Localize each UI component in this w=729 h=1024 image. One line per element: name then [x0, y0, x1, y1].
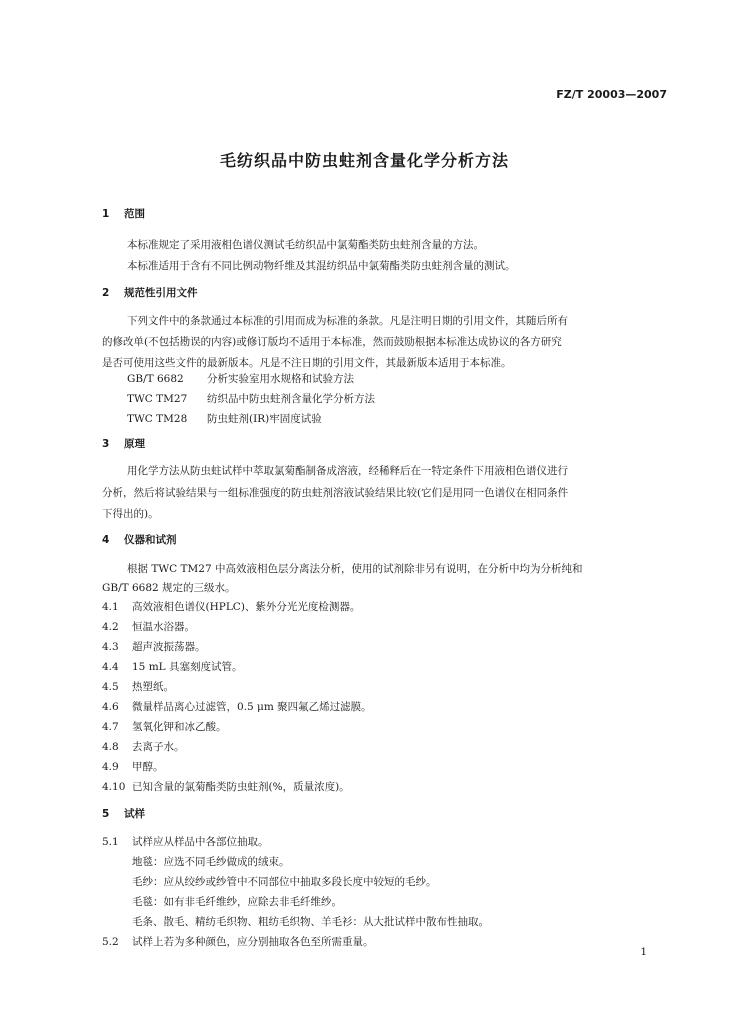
item-text: 恒温水浴器。	[132, 621, 195, 633]
page-title: 毛纺织品中防虫蛀剂含量化学分析方法	[219, 151, 509, 170]
item-text: 已知含量的氯菊酯类防虫蛀剂(%，质量浓度)。	[132, 781, 350, 793]
list-item	[102, 719, 227, 734]
list-item	[102, 599, 360, 614]
section-3-text-line: 下得出的)。	[102, 508, 159, 520]
normative-reference	[127, 411, 322, 426]
list-item	[102, 834, 269, 849]
item-text: 高效液相色谱仪(HPLC)、紫外分光光度检测器。	[132, 601, 361, 613]
list-item	[102, 779, 350, 794]
list-item	[102, 619, 195, 634]
list-item	[102, 679, 174, 694]
section-4-text-line: GB/T 6682 规定的三级水。	[102, 582, 236, 594]
list-item	[102, 759, 164, 774]
item-text: 氢氧化钾和冰乙酸。	[132, 721, 227, 733]
item-number: 4.10	[102, 781, 126, 793]
item-text: 热塑纸。	[132, 681, 174, 693]
section-2-heading	[102, 285, 198, 300]
list-item	[102, 914, 489, 929]
item-text: 毛条、散毛、精纺毛织物、粗纺毛织物、羊毛衫：从大批试样中散布性抽取。	[132, 916, 489, 928]
item-number: 4.4	[102, 661, 119, 673]
section-title: 规范性引用文件	[124, 287, 198, 299]
section-number: 1	[102, 208, 110, 220]
item-text: 15 mL 具塞刻度试管。	[132, 661, 243, 673]
section-3-heading	[102, 436, 145, 451]
section-title: 试样	[124, 808, 145, 820]
item-number: 4.5	[102, 681, 119, 693]
reference-code: GB/T 6682	[127, 373, 184, 385]
item-text: 毛纱：应从绞纱或纱管中不同部位中抽取多段长度中较短的毛纱。	[132, 876, 437, 888]
item-number: 4.9	[102, 761, 119, 773]
section-number: 4	[102, 534, 110, 546]
section-number: 2	[102, 287, 110, 299]
item-number: 4.2	[102, 621, 119, 633]
section-4-heading	[102, 532, 177, 547]
section-1-paragraph: 本标准适用于含有不同比例动物纤维及其混纺织品中氯菊酯类防虫蛀剂含量的测试。	[127, 260, 516, 272]
section-title: 范围	[124, 208, 145, 220]
item-text: 去离子水。	[132, 741, 185, 753]
item-number: 5.2	[102, 936, 119, 948]
item-number: 4.3	[102, 641, 119, 653]
reference-title: 防虫蛀剂(IR)牢固度试验	[207, 413, 322, 425]
item-text: 甲醇。	[132, 761, 164, 773]
reference-title: 分析实验室用水规格和试验方法	[207, 373, 354, 385]
section-1-paragraph: 本标准规定了采用液相色谱仪测试毛纺织品中氯菊酯类防虫蛀剂含量的方法。	[127, 239, 484, 251]
standard-code: FZ/T 20003—2007	[556, 88, 667, 101]
normative-reference	[127, 391, 375, 406]
list-item	[102, 874, 437, 889]
list-item	[102, 854, 290, 869]
item-text: 超声波振荡器。	[132, 641, 206, 653]
section-2-text-line: 下列文件中的条款通过本标准的引用而成为标准的条款。凡是注明日期的引用文件，其随后所有	[127, 315, 568, 327]
section-4-text-line: 根据 TWC TM27 中高效液相色层分离法分析，使用的试剂除非另有说明，在分析中均为分析纯和	[127, 563, 583, 575]
item-text: 地毯：应选不同毛纱做成的绒束。	[132, 856, 290, 868]
reference-title: 纺织品中防虫蛀剂含量化学分析方法	[207, 393, 375, 405]
section-2-text-line: 的修改单(不包括勘误的内容)或修订版均不适用于本标准，然而鼓励根据本标准达成协议的各方研究	[102, 336, 562, 348]
list-item	[102, 699, 372, 714]
section-2-text-line: 是否可使用这些文件的最新版本。凡是不注日期的引用文件，其最新版本适用于本标准。	[102, 357, 512, 369]
reference-code: TWC TM28	[127, 413, 188, 425]
section-3-text-line: 分析，然后将试验结果与一组标准强度的防虫蛀剂溶液试验结果比较(它们是用同一色谱仪在相同条件	[102, 487, 569, 499]
section-3-text-line: 用化学方法从防虫蛀试样中萃取氯菊酯制备成溶液，经稀释后在一特定条件下用液相色谱仪进行	[127, 465, 568, 477]
section-5-heading	[102, 806, 145, 821]
page-number: 1	[640, 946, 647, 958]
item-number: 4.7	[102, 721, 119, 733]
item-number: 4.1	[102, 601, 119, 613]
normative-reference	[127, 371, 354, 386]
section-number: 5	[102, 808, 110, 820]
section-title: 仪器和试剂	[124, 534, 177, 546]
section-1-heading	[102, 206, 145, 221]
section-title: 原理	[124, 438, 145, 450]
item-number: 5.1	[102, 836, 119, 848]
list-item	[102, 739, 185, 754]
item-text: 试样应从样品中各部位抽取。	[132, 836, 269, 848]
section-number: 3	[102, 438, 110, 450]
list-item	[102, 894, 342, 909]
reference-code: TWC TM27	[127, 393, 188, 405]
item-number: 4.8	[102, 741, 119, 753]
list-item	[102, 659, 242, 674]
item-text: 微量样品离心过滤管，0.5 μm 聚四氟乙烯过滤膜。	[132, 701, 372, 713]
item-number: 4.6	[102, 701, 119, 713]
list-item	[102, 934, 374, 949]
list-item	[102, 639, 206, 654]
item-text: 试样上若为多种颜色，应分别抽取各色至所需重量。	[132, 936, 374, 948]
item-text: 毛毯：如有非毛纤维纱，应除去非毛纤维纱。	[132, 896, 342, 908]
